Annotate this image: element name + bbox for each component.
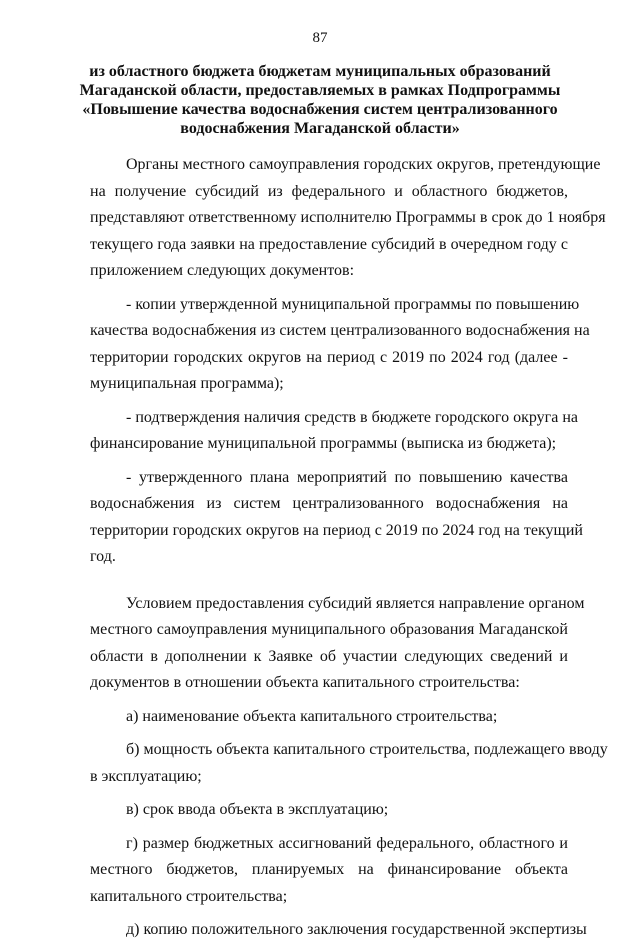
list-item-a xyxy=(90,704,568,731)
text-line: качества водоснабжения из систем централизованного водоснабжения на xyxy=(90,322,590,339)
text-line: финансирование муниципальной программы (выписка из бюджета); xyxy=(90,435,557,452)
section-heading xyxy=(60,62,580,138)
text-line: а) наименование объекта капитального строительства; xyxy=(126,707,498,725)
text-line: местного бюджетов, планируемых на финансирование объекта xyxy=(90,861,568,878)
text-line: в эксплуатацию; xyxy=(90,767,202,785)
text-line: местного самоуправления муниципального образования Магаданской xyxy=(90,621,568,638)
text-line: капитального строительства; xyxy=(90,887,288,905)
text-line: территории городских округов на период с 2019 по 2024 год (далее - xyxy=(90,348,568,366)
text-line: водоснабжения из систем централизованного водоснабжения на xyxy=(90,495,568,512)
list-item-b xyxy=(90,737,608,790)
text-line: документов в отношении объекта капитального строительства: xyxy=(90,674,520,691)
text-line: территории городских округов на период с 2019 по 2024 год на текущий xyxy=(90,521,583,539)
text-line: - подтверждения наличия средств в бюджете городского округа на xyxy=(126,408,578,426)
text-line: - утвержденного плана мероприятий по повышению качества xyxy=(126,468,568,486)
list-item-budget-confirmation xyxy=(90,405,578,458)
document-body xyxy=(90,152,608,944)
text-line: приложением следующих документов: xyxy=(90,262,355,279)
heading-line: из областного бюджета бюджетам муниципальных образований xyxy=(89,63,551,80)
text-line: г) размер бюджетных ассигнований федерального, областного и xyxy=(126,834,568,852)
text-line: Органы местного самоуправления городских округов, претендующие xyxy=(126,156,601,173)
list-item-d xyxy=(90,917,587,944)
text-line: области в дополнении к Заявке об участии следующих сведений и xyxy=(90,647,568,665)
list-item-program-copy xyxy=(90,292,590,398)
text-line: текущего года заявки на предоставление субсидий в очередном году с xyxy=(90,235,568,253)
page-number: 87 xyxy=(312,30,328,46)
text-line: б) мощность объекта капитального строительства, подлежащего вводу xyxy=(126,741,608,758)
text-line: на получение субсидий из федерального и областного бюджетов, xyxy=(90,182,568,200)
list-item-g xyxy=(90,831,568,911)
text-line: д) копию положительного заключения государственной экспертизы xyxy=(126,921,587,938)
list-item-v xyxy=(90,797,568,824)
heading-line: водоснабжения Магаданской области» xyxy=(180,120,460,137)
text-line: муниципальная программа); xyxy=(90,375,284,392)
heading-line: Магаданской области, предоставляемых в рамках Подпрограммы xyxy=(79,82,561,99)
heading-line: «Повышение качества водоснабжения систем централизованного xyxy=(82,101,558,118)
paragraph-applicants xyxy=(90,152,606,285)
text-line: в) срок ввода объекта в эксплуатацию; xyxy=(126,801,389,818)
text-line: представляют ответственному исполнителю Программы в срок до 1 ноября xyxy=(90,209,606,226)
list-item-action-plan xyxy=(90,465,583,571)
text-line: год. xyxy=(90,548,116,565)
text-line: Условием предоставления субсидий является направление органом xyxy=(126,594,585,612)
text-line: - копии утвержденной муниципальной программы по повышению xyxy=(126,295,580,313)
paragraph-subsidy-condition xyxy=(90,591,585,697)
